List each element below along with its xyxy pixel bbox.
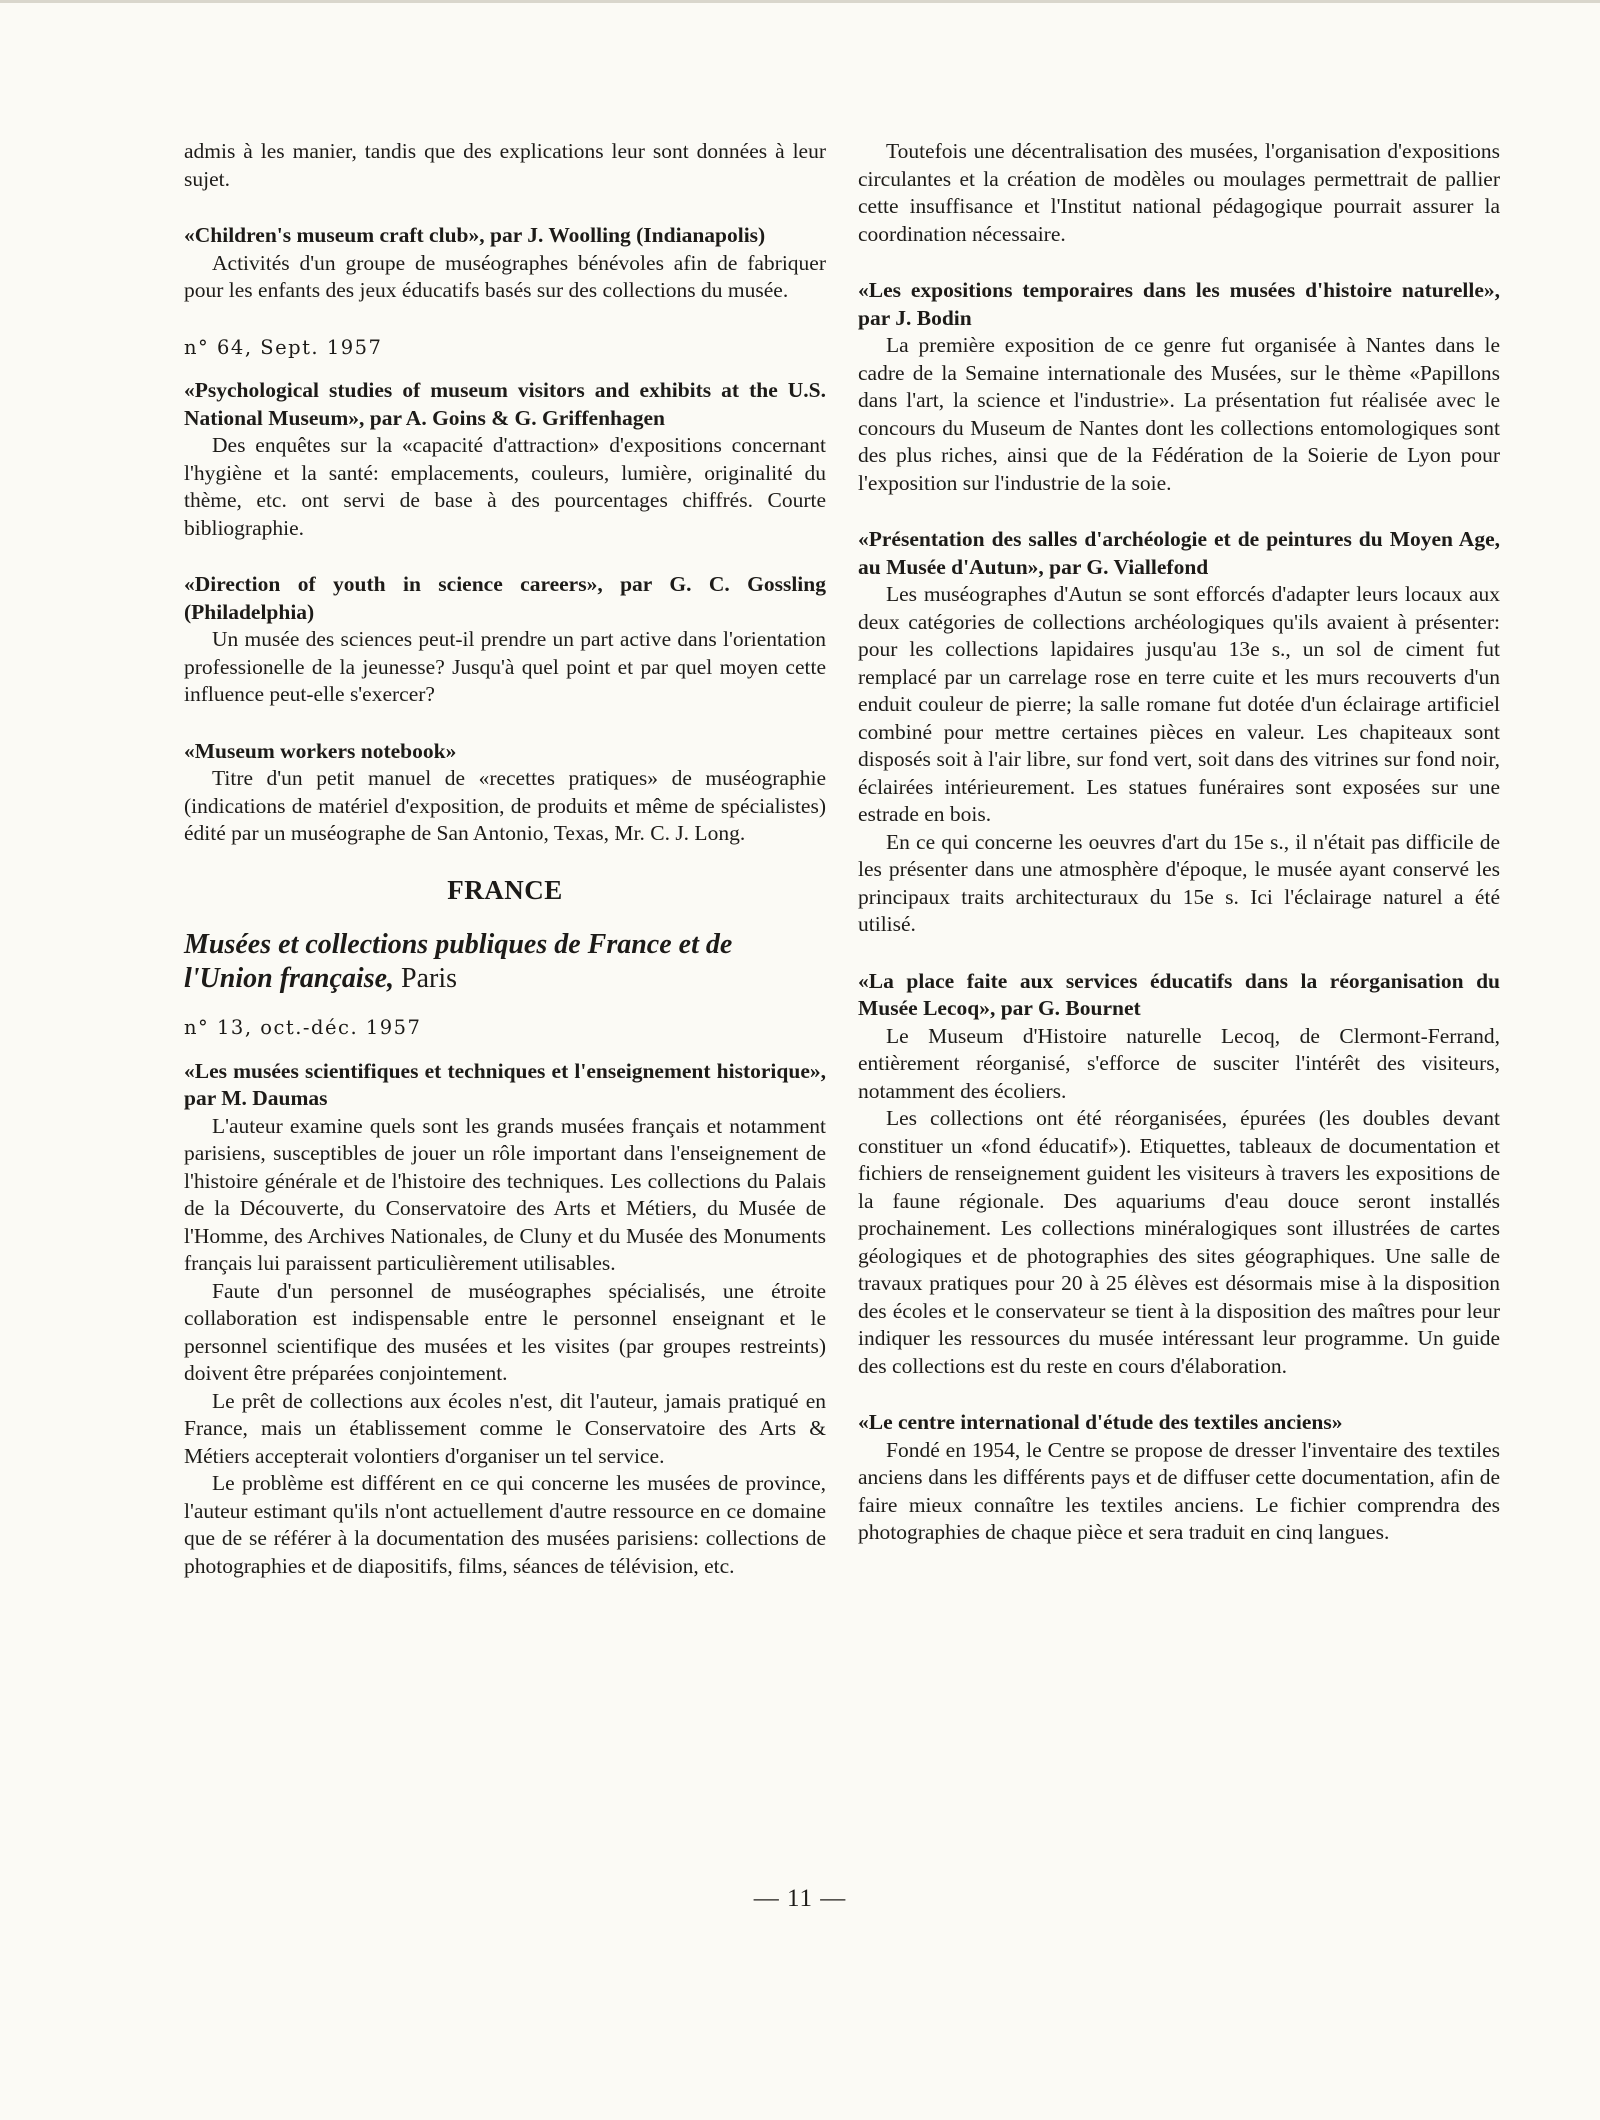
entry-expositions-temporaires xyxy=(858,277,1500,497)
page-number: — 11 — xyxy=(753,1885,847,1912)
entry-title: «La place faite aux services éducatifs dans la réorganisation du Musée Lecoq», par G. Bournet xyxy=(858,968,1500,1020)
left-column xyxy=(184,138,826,1609)
top-edge-rule xyxy=(0,0,1600,3)
entry-children-museum xyxy=(184,222,826,305)
entry-title: «Le centre international d'étude des textiles anciens» xyxy=(858,1410,1343,1434)
entry-text: La première exposition de ce genre fut organisée à Nantes dans le cadre de la Semaine internationale des Musées, sur le thème «Papillons dans l'art, la science et l'industrie». La présentation fut réalisée avec le concours du Museum de Nantes dont les collections entomologiques sont des plus riches, ainsi que de la Fédération de la Soierie de Lyon pour l'exposition sur l'industrie de la soie. xyxy=(858,333,1500,495)
entry-text: Un musée des sciences peut-il prendre un part active dans l'orientation professionelle de la jeunesse? Jusqu'à quel point et par quel moyen cette influence peut-elle s'exercer? xyxy=(184,627,826,706)
entry-text: Fondé en 1954, le Centre se propose de dresser l'inventaire des textiles anciens dans les différents pays et de diffuser cette documentation, afin de faire mieux connaître les textiles anciens. Le fichier comprendra des photographies de chaque pièce et sera traduit en cinq langues. xyxy=(858,1437,1500,1544)
entry-paragraph: L'auteur examine quels sont les grands musées français et notamment parisiens, susceptibles de jouer un rôle important dans l'enseignement de l'histoire générale et de l'histoire des techniques. Les collections du Palais de la Découverte, du Conservatoire des Arts et Métiers, du Musée de l'Homme, des Archives Nationales, de Cluny et du Musée des Monuments français lui paraissent particulièrement utilisables. xyxy=(184,1113,826,1275)
entry-paragraph: Faute d'un personnel de muséographes spécialisés, une étroite collaboration est indispensable entre le personnel enseignant et le personnel scientifique des musées et les visites (par groupes restreints) doivent être préparées conjointement. xyxy=(184,1278,826,1385)
entry-text: Titre d'un petit manuel de «recettes pratiques» de muséographie (indications de matériel d'exposition, de produits et même de spécialistes) édité par un muséographe de San Antonio, Texas, Mr. C. J. Long. xyxy=(184,766,826,845)
entry-paragraph: Les muséographes d'Autun se sont efforcés d'adapter leurs locaux aux deux catégories de collections archéologiques qu'ils avaient à présenter: pour les collections lapidaires jusqu'au 13e s., un sol de ciment fut remplacé par un carrelage rose en terre cuite et les murs recouverts d'un enduit couleur de pierre; la salle romane fut dotée d'un éclairage artificiel combiné pour mettre certaines pièces en valeur. Les chapiteaux sont disposés soit à l'air libre, sur fond vert, soit dans des vitrines sur fond noir, éclairées intérieurement. Les statues funéraires sont exposées sur une estrade en bois. xyxy=(858,582,1500,826)
entry-paragraph: Le problème est différent en ce qui concerne les musées de province, l'auteur estimant qu'ils n'ont actuellement d'autre ressource en ce domaine que de se référer à la documentation des musées parisiens: collections de photographies et de diapositifs, films, séances de télévision, etc. xyxy=(184,1471,826,1578)
entry-title: «Les expositions temporaires dans les musées d'histoire naturelle», par J. Bodin xyxy=(858,278,1500,330)
entry-workers-notebook xyxy=(184,738,826,848)
entry-musee-lecoq xyxy=(858,968,1500,1381)
entry-title: «Children's museum craft club», par J. Woolling (Indianapolis) xyxy=(184,223,766,247)
entry-title: «Direction of youth in science careers», par G. C. Gossling (Philadelphia) xyxy=(184,572,826,624)
journal-name: Musées et collections publiques de France et de l'Union française, xyxy=(184,929,733,994)
entry-paragraph: Le Museum d'Histoire naturelle Lecoq, de Clermont-Ferrand, entièrement réorganisé, s'efforce de susciter l'intérêt des visiteurs, notamment des écoliers. xyxy=(858,1023,1500,1103)
issue-heading: n° 13, oct.-déc. 1957 xyxy=(184,1016,422,1039)
issue-heading: n° 64, Sept. 1957 xyxy=(184,335,383,359)
journal-place: Paris xyxy=(401,963,458,994)
entry-continued xyxy=(858,138,1500,248)
continued-text: admis à les manier, tandis que des explications leur sont données à leur sujet. xyxy=(184,139,826,191)
entry-paragraph: Le prêt de collections aux écoles n'est, dit l'auteur, jamais pratiqué en France, mais un établissement comme le Conservatoire des Arts & Métiers accepterait volontiers d'organiser un tel service. xyxy=(184,1388,826,1468)
entry-title: «Présentation des salles d'archéologie et de peintures du Moyen Age, au Musée d'Autun», par G. Viallefond xyxy=(858,527,1500,579)
entry-paragraph: En ce qui concerne les oeuvres d'art du 15e s., il n'était pas difficile de les présenter dans une atmosphère d'époque, le musée ayant conservé les principaux traits architecturaux du 15e s. Ici l'éclairage naturel a été utilisé. xyxy=(858,829,1500,936)
entry-title: «Museum workers notebook» xyxy=(184,738,457,763)
right-column xyxy=(858,138,1500,1576)
entry-musees-scientifiques xyxy=(184,1058,826,1581)
entry-musee-autun xyxy=(858,526,1500,939)
continued-text: Toutefois une décentralisation des musées, l'organisation d'expositions circulantes et la création de modèles ou moulages permettrait de pallier cette insuffisance et l'Institut national pédagogique pourrait assurer la coordination nécessaire. xyxy=(858,139,1500,246)
entry-paragraph: Les collections ont été réorganisées, épurées (les doubles devant constituer un «fond éducatif»). Etiquettes, tableaux de documentation et fichiers de renseignement guident les visiteurs à travers les expositions de la faune régionale. Des aquariums d'eau douce seront installés prochainement. Les collections minéralogiques sont illustrées de cartes géologiques et de photographies des sites géographiques. Une salle de travaux pratiques pour 20 à 25 élèves est désormais mise à la disposition des écoles et le conservateur se tient à la disposition des maîtres pour leur indiquer les ressources du musée intéressant leur programme. Un guide des collections est du reste en cours d'élaboration. xyxy=(858,1106,1500,1378)
entry-textiles-anciens xyxy=(858,1409,1500,1547)
entry-title: «Psychological studies of museum visitors and exhibits at the U.S. National Museum», par A. Goins & G. Griffenhagen xyxy=(184,378,826,430)
entry-youth-science xyxy=(184,571,826,709)
entry-continued xyxy=(184,138,826,193)
journal-title xyxy=(184,928,826,996)
entry-psychological-studies xyxy=(184,377,826,542)
entry-text: Des enquêtes sur la «capacité d'attraction» d'expositions concernant l'hygiène et la santé: emplacements, couleurs, lumière, originalité du thème, etc. ont servi de base à des pourcentages chiffrés. Courte bibliographie. xyxy=(184,433,826,540)
entry-title: «Les musées scientifiques et techniques et l'enseignement historique», par M. Daumas xyxy=(184,1058,826,1110)
country-heading: FRANCE xyxy=(447,874,563,905)
entry-text: Activités d'un groupe de muséographes bénévoles afin de fabriquer pour les enfants des jeux éducatifs basés sur des collections du musée. xyxy=(184,250,826,302)
